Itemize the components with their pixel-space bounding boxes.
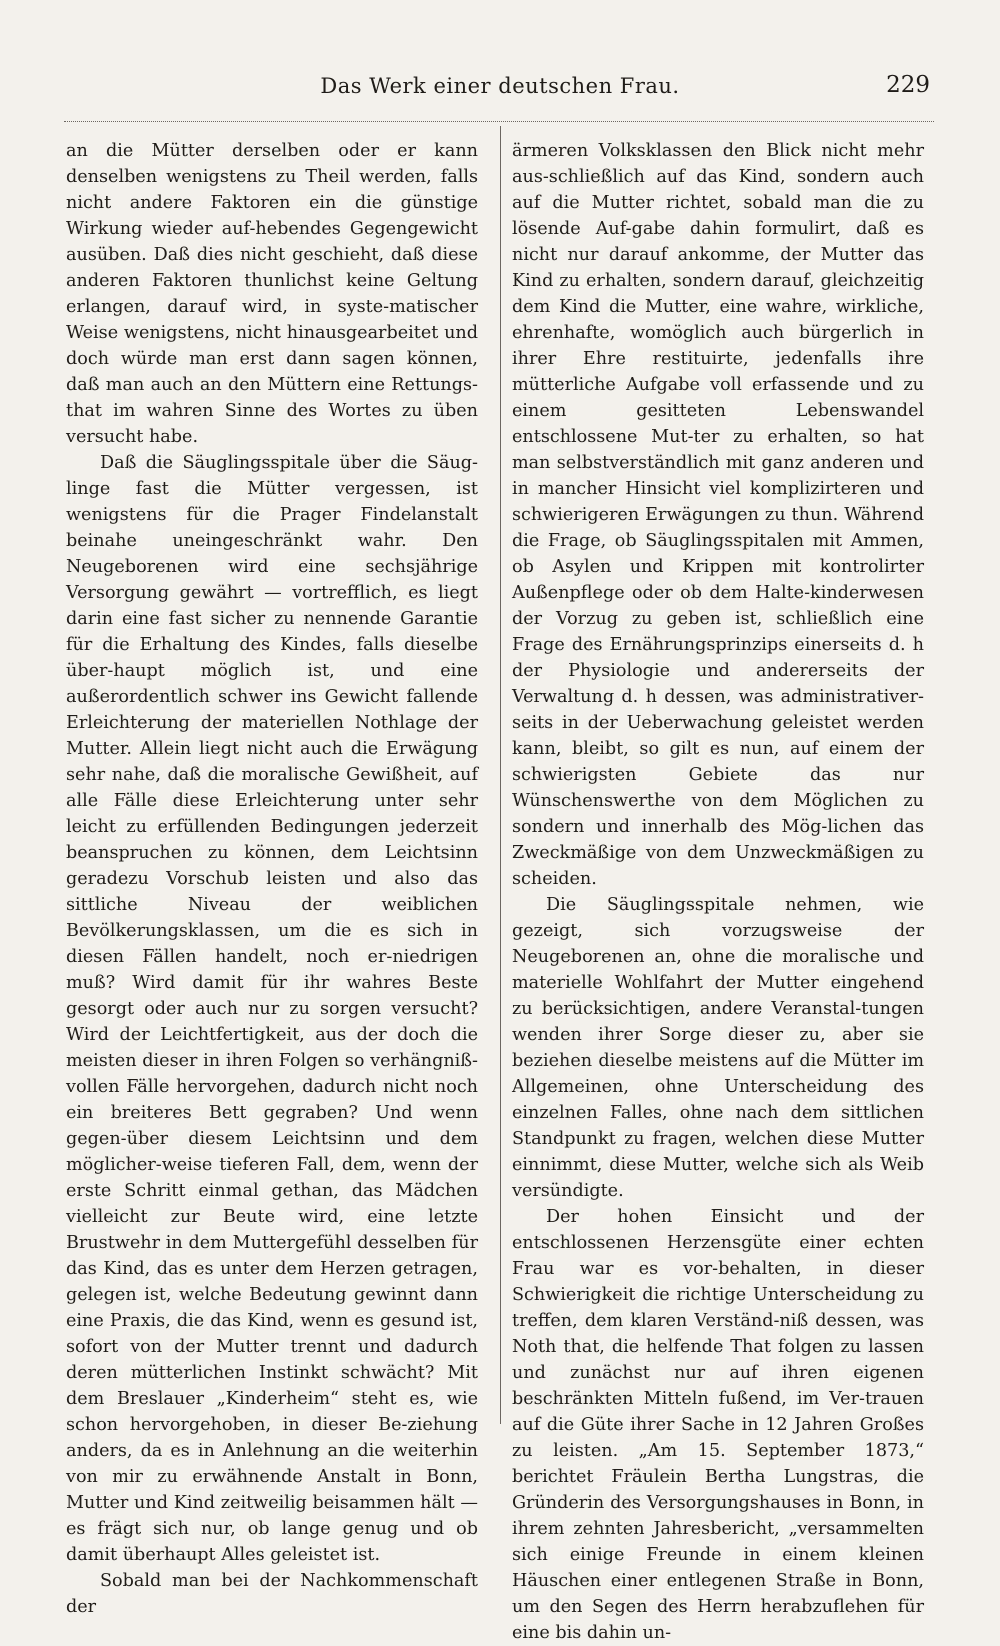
left-paragraph-3: Sobald man bei der Nachkommenschaft der <box>66 1571 478 1617</box>
right-paragraph-1: ärmeren Volksklassen den Blick nicht mehr aus-schließlich auf das Kind, sondern auch auf die Mutter richtet, sobald man die zu lösende Auf-gabe dahin formulirt, daß es nicht nur darauf ankomme, der Mutter das Kind zu erhalten, sondern darauf, gleichzeitig dem Kind die Mutter, eine wahre, wirkliche, ehrenhafte, womöglich auch bürgerlich in ihrer Ehre restituirte, jedenfalls ihre mütterliche Aufgabe voll erfassende und zu einem gesitteten Lebenswandel entschlossene Mut-ter zu erhalten, so hat man selbstverständlich mit ganz anderen und in mancher Hinsicht viel komplizirteren und schwierigeren Erwägungen zu thun. Während die Frage, ob Säuglingsspitalen mit Ammen, ob Asylen und Krippen mit kontrolirter Außenpflege oder ob dem Halte-kinderwesen der Vorzug zu geben ist, schließlich eine Frage des Ernährungsprinzips einerseits d. h der Physiologie und andererseits der Verwaltung d. h dessen, was administrativer-seits in der Ueberwachung geleistet werden kann, bleibt, so gilt es nun, auf einem der schwierigsten Gebiete das nur Wünschenswerthe von dem Möglichen zu sondern und innerhalb des Mög-lichen das Zweckmäßige von dem Unzweckmäßigen zu scheiden. <box>512 141 924 889</box>
header-rule <box>64 121 934 122</box>
left-paragraph-1: an die Mütter derselben oder er kann denselben wenigstens zu Theil werden, falls nicht andere Faktoren ein die günstige Wirkung wieder auf-hebendes Gegengewicht ausüben. Daß dies nicht geschieht, daß diese anderen Faktoren thunlichst keine Geltung erlangen, darauf wird, in syste-matischer Weise wenigstens, nicht hinausgearbeitet und doch würde man erst dann sagen können, daß man auch an den Müttern eine Rettungs-that im wahren Sinne des Wortes zu üben versucht habe. <box>66 141 478 447</box>
left-column <box>66 138 478 1620</box>
running-title: Das Werk einer deutschen Frau. <box>320 74 680 98</box>
right-column <box>512 138 924 1646</box>
column-divider <box>500 126 501 1424</box>
right-paragraph-3: Der hohen Einsicht und der entschlossenen Herzensgüte einer echten Frau war es vor-behalten, in dieser Schwierigkeit die richtige Unterscheidung zu treffen, dem klaren Verständ-niß dessen, was Noth that, die helfende That folgen zu lassen und zunächst nur auf ihren eigenen beschränkten Mitteln fußend, im Ver-trauen auf die Güte ihrer Sache in 12 Jahren Großes zu leisten. „Am 15. September 1873,“ berichtet Fräulein Bertha Lungstras, die Gründerin des Versorgungshauses in Bonn, in ihrem zehnten Jahresbericht, „versammelten sich einige Freunde in einem kleinen Häuschen einer entlegenen Straße in Bonn, um den Segen des Herrn herabzuflehen für eine bis dahin un- <box>512 1207 924 1643</box>
right-paragraph-2: Die Säuglingsspitale nehmen, wie gezeigt, sich vorzugsweise der Neugeborenen an, ohne die moralische und materielle Wohlfahrt der Mutter eingehend zu berücksichtigen, andere Veranstal-tungen wenden ihrer Sorge dieser zu, aber sie beziehen dieselbe meistens auf die Mütter im Allgemeinen, ohne Unterscheidung des einzelnen Falles, ohne nach dem sittlichen Standpunkt zu fragen, welchen diese Mutter einnimmt, diese Mutter, welche sich als Weib versündigte. <box>512 895 924 1201</box>
page-number: 229 <box>886 72 930 98</box>
left-paragraph-2: Daß die Säuglingsspitale über die Säug-linge fast die Mütter vergessen, ist wenigstens für die Prager Findelanstalt beinahe uneingeschränkt wahr. Den Neugeborenen wird eine sechsjährige Versorgung gewährt — vortrefflich, es liegt darin eine fast sicher zu nennende Garantie für die Erhaltung des Kindes, falls dieselbe über-haupt möglich ist, und eine außerordentlich schwer ins Gewicht fallende Erleichterung der materiellen Nothlage der Mutter. Allein liegt nicht auch die Erwägung sehr nahe, daß die moralische Gewißheit, auf alle Fälle diese Erleichterung unter sehr leicht zu erfüllenden Bedingungen jederzeit beanspruchen zu können, dem Leichtsinn geradezu Vorschub leisten und also das sittliche Niveau der weiblichen Bevölkerungsklassen, um die es sich in diesen Fällen handelt, noch er-niedrigen muß? Wird damit für ihr wahres Beste gesorgt oder auch nur zu sorgen versucht? Wird der Leichtfertigkeit, aus der doch die meisten dieser in ihren Folgen so verhängniß-vollen Fälle hervorgehen, dadurch nicht noch ein breiteres Bett gegraben? Und wenn gegen-über diesem Leichtsinn und dem möglicher-weise tieferen Fall, dem, wenn der erste Schritt einmal gethan, das Mädchen vielleicht zur Beute wird, eine letzte Brustwehr in dem Muttergefühl desselben für das Kind, das es unter dem Herzen getragen, gelegen ist, welche Bedeutung gewinnt dann eine Praxis, die das Kind, wenn es gesund ist, sofort von der Mutter trennt und dadurch deren mütterlichen Instinkt schwächt? Mit dem Breslauer „Kinderheim“ steht es, wie schon hervorgehoben, in dieser Be-ziehung anders, da es in Anlehnung an die weiterhin von mir zu erwähnende Anstalt in Bonn, Mutter und Kind zeitweilig beisammen hält — es frägt sich nur, ob lange genug und ob damit überhaupt Alles geleistet ist. <box>66 453 478 1565</box>
